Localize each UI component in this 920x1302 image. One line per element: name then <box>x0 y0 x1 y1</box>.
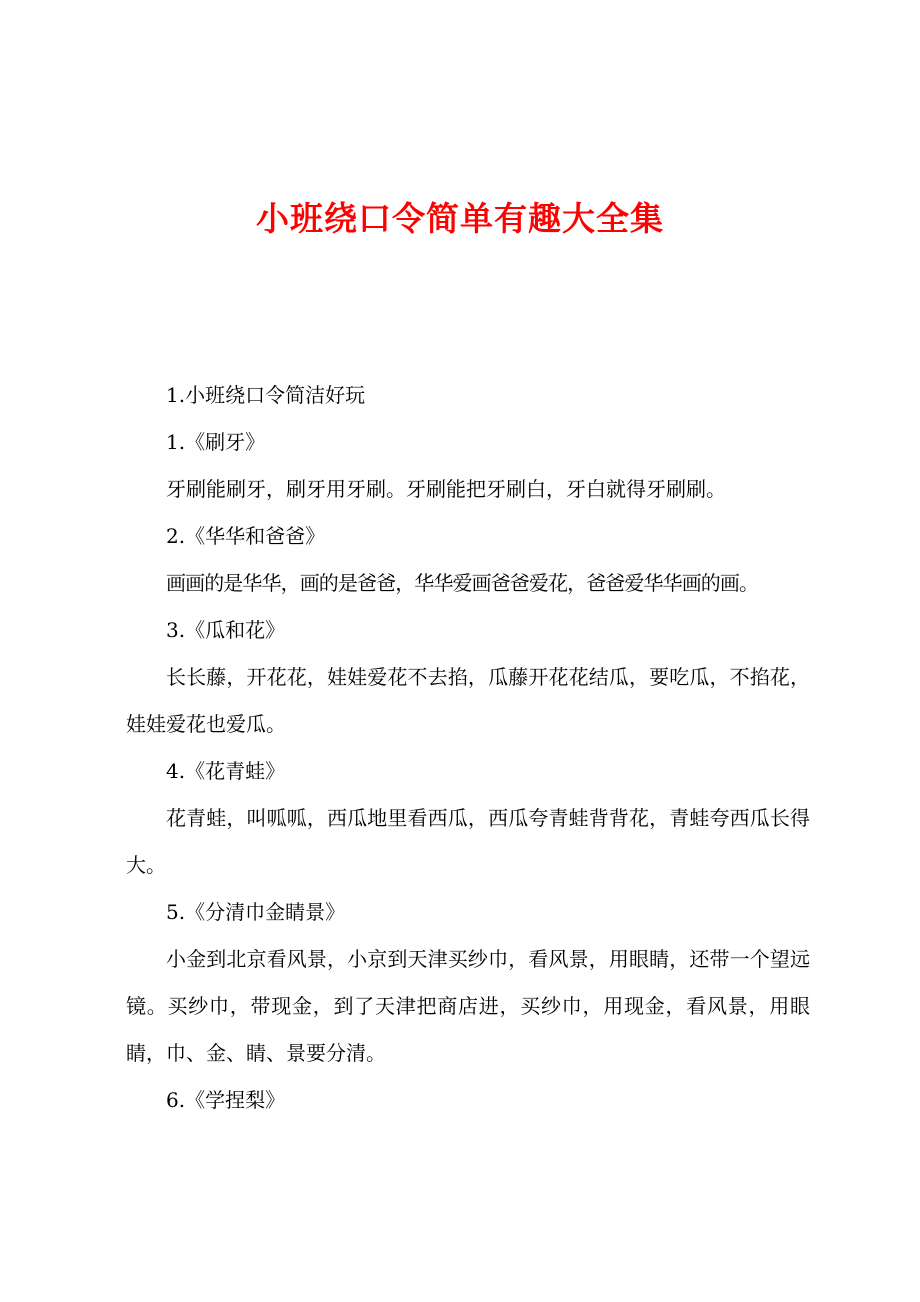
item-heading-1: 1.《刷牙》 <box>166 430 266 454</box>
item-text-2: 画画的是华华，画的是爸爸，华华爱画爸爸爱花，爸爸爱华华画的画。 <box>166 571 759 595</box>
section-heading: 1.小班绕口令简洁好玩 <box>166 383 366 407</box>
item-text-4: 花青蛙，叫呱呱，西瓜地里看西瓜，西瓜夸青蛙背背花，青蛙夸西瓜长得大。 <box>126 806 810 877</box>
document-title: 小班绕口令简单有趣大全集 <box>256 199 664 238</box>
document-body <box>126 372 810 1124</box>
item-text-1: 牙刷能刷牙，刷牙用牙刷。牙刷能把牙刷白，牙白就得牙刷刷。 <box>166 477 726 501</box>
item-text-5: 小金到北京看风景，小京到天津买纱巾，看风景，用眼睛，还带一个望远镜。买纱巾，带现金，到了天津把商店进，买纱巾，用现金，看风景，用眼睛，巾、金、睛、景要分清。 <box>126 947 810 1065</box>
item-text-3: 长长藤，开花花，娃娃爱花不去掐，瓜藤开花花结瓜，要吃瓜，不掐花，娃娃爱花也爱瓜。 <box>126 665 810 736</box>
item-heading-2: 2.《华华和爸爸》 <box>166 524 326 548</box>
item-heading-4: 4.《花青蛙》 <box>166 759 286 783</box>
item-heading-5: 5.《分清巾金睛景》 <box>166 900 346 924</box>
item-heading-6: 6.《学捏梨》 <box>166 1088 286 1112</box>
item-heading-3: 3.《瓜和花》 <box>166 618 286 642</box>
